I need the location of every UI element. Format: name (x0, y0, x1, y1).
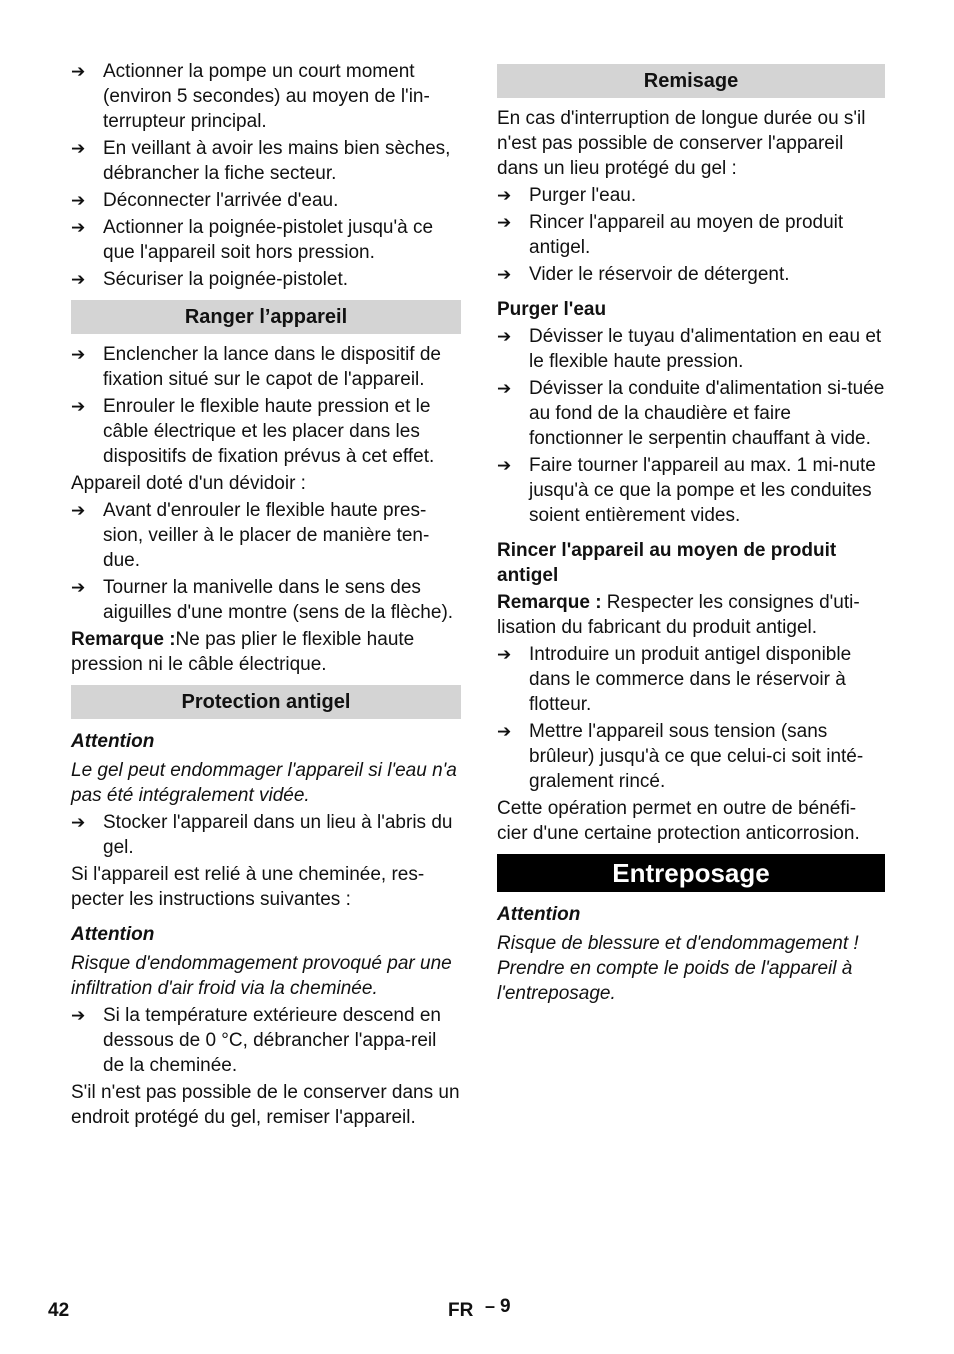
footer-local-page: 9 (500, 1296, 511, 1317)
footer-language: FR (448, 1300, 474, 1321)
arrow-icon: ➔ (71, 397, 86, 416)
arrow-icon: ➔ (497, 379, 512, 398)
chimney-text: Si l'appareil est relié à une cheminée, res-pecter les instructions suivantes : (71, 864, 425, 910)
note-text: Ne pas plier le flexible haute pression ni le câble électrique. (71, 629, 415, 675)
arrow-icon: ➔ (497, 327, 512, 346)
list-item-text: Rincer l'appareil au moyen de produit antigel. (529, 212, 844, 258)
arrow-icon: ➔ (71, 218, 86, 237)
list-item-text: Vider le réservoir de détergent. (529, 264, 790, 285)
list-item-text: En veillant à avoir les mains bien sèches, débrancher la fiche secteur. (103, 138, 451, 184)
list-item-text: Actionner la pompe un court moment (environ 5 secondes) au moyen de l'in-terrupteur principal. (103, 61, 430, 132)
section-heading-antigel: Protection antigel (71, 685, 461, 719)
arrow-icon: ➔ (71, 578, 86, 597)
list-item (71, 59, 461, 134)
list-item (71, 215, 461, 265)
list-item-text: Mettre l'appareil sous tension (sans brûleur) jusqu'à ce que celui-ci soit inté-gralement rincé. (529, 721, 864, 792)
arrow-icon: ➔ (497, 265, 512, 284)
list-item (497, 719, 885, 794)
list-item (497, 453, 885, 528)
list-item (71, 136, 461, 186)
list-item-text: Tourner la manivelle dans le sens des aiguilles d'une montre (sens de la flèche). (103, 577, 454, 623)
arrow-icon: ➔ (497, 722, 512, 741)
list-item (71, 188, 461, 213)
arrow-icon: ➔ (71, 501, 86, 520)
section-heading-ranger: Ranger l’appareil (71, 300, 461, 334)
list-item (497, 324, 885, 374)
arrow-icon: ➔ (71, 191, 86, 210)
arrow-icon: ➔ (497, 186, 512, 205)
left-column (71, 59, 461, 1132)
list-item (497, 642, 885, 717)
section-heading-remisage: Remisage (497, 64, 885, 98)
ranger-note (71, 627, 461, 677)
list-item-text: Dévisser le tuyau d'alimentation en eau et le flexible haute pression. (529, 326, 882, 372)
list-item-text: Enclencher la lance dans le dispositif de fixation situé sur le capot de l'appareil. (103, 344, 441, 390)
note-label: Remarque : (71, 629, 176, 650)
list-item-text: Introduire un produit antigel disponible dans le commerce dans le réservoir à flotteur. (529, 644, 852, 715)
list-item (71, 1003, 461, 1078)
devidoir-text: Appareil doté d'un dévidoir : (71, 473, 306, 494)
attention-label: Attention (71, 924, 155, 945)
section-heading-entreposage: Entreposage (497, 854, 885, 892)
attention-text: Risque de blessure et d'endommagement ! Prendre en compte le poids de l'appareil à l'entreposage. (497, 933, 859, 1004)
list-item (497, 183, 885, 208)
list-item-text: Si la température extérieure descend en dessous de 0 °C, débrancher l'appa-reil de la cheminée. (103, 1005, 441, 1076)
arrow-icon: ➔ (497, 456, 512, 475)
list-item (71, 394, 461, 469)
list-item-text: Sécuriser la poignée-pistolet. (103, 269, 349, 290)
attention-label: Attention (497, 904, 581, 925)
list-item (497, 262, 885, 287)
list-item (71, 498, 461, 573)
closing-text: S'il n'est pas possible de le conserver dans un endroit protégé du gel, remiser l'appareil. (71, 1082, 460, 1128)
list-item-text: Actionner la poignée-pistolet jusqu'à ce que l'appareil soit hors pression. (103, 217, 434, 263)
footer-separator: – (485, 1296, 496, 1316)
attention-text: Risque d'endommagement provoqué par une infiltration d'air froid via la cheminée. (71, 953, 452, 999)
rincer-note (497, 590, 885, 640)
rincer-closing: Cette opération permet en outre de bénéfi-cier d'une certaine protection anticorrosion. (497, 798, 860, 844)
subheading-rincer: Rincer l'appareil au moyen de produit antigel (497, 540, 837, 586)
arrow-icon: ➔ (71, 813, 86, 832)
note-label: Remarque : (497, 592, 602, 613)
list-item-text: Faire tourner l'appareil au max. 1 mi-nute jusqu'à ce que la pompe et les conduites soient entièrement vides. (529, 455, 876, 526)
list-item (71, 267, 461, 292)
arrow-icon: ➔ (71, 1006, 86, 1025)
arrow-icon: ➔ (71, 270, 86, 289)
list-item-text: Dévisser la conduite d'alimentation si-tuée au fond de la chaudière et faire fonctionner le serpentin chauffant à vide. (529, 378, 885, 449)
attention-label: Attention (71, 731, 155, 752)
arrow-icon: ➔ (71, 139, 86, 158)
list-item (71, 342, 461, 392)
list-item (71, 810, 461, 860)
arrow-icon: ➔ (71, 345, 86, 364)
arrow-icon: ➔ (71, 62, 86, 81)
arrow-icon: ➔ (497, 213, 512, 232)
page-number: 42 (48, 1300, 70, 1321)
list-item-text: Purger l'eau. (529, 185, 637, 206)
list-item (497, 376, 885, 451)
list-item-text: Avant d'enrouler le flexible haute pres-sion, veiller à le placer de manière ten-due. (103, 500, 430, 571)
subheading-purger: Purger l'eau (497, 299, 607, 320)
arrow-icon: ➔ (497, 645, 512, 664)
list-item (71, 575, 461, 625)
list-item-text: Déconnecter l'arrivée d'eau. (103, 190, 339, 211)
right-column (497, 59, 885, 1008)
attention-text: Le gel peut endommager l'appareil si l'eau n'a pas été intégralement vidée. (71, 760, 457, 806)
note-text: Respecter les consignes d'uti-lisation du fabricant du produit antigel. (497, 592, 860, 638)
list-item-text: Stocker l'appareil dans un lieu à l'abris du gel. (103, 812, 453, 858)
list-item-text: Enrouler le flexible haute pression et le câble électrique et les placer dans les dispositifs de fixation prévus à cet effet. (103, 396, 435, 467)
remisage-intro: En cas d'interruption de longue durée ou s'il n'est pas possible de conserver l'appareil dans un lieu protégé du gel : (497, 108, 866, 179)
list-item (497, 210, 885, 260)
